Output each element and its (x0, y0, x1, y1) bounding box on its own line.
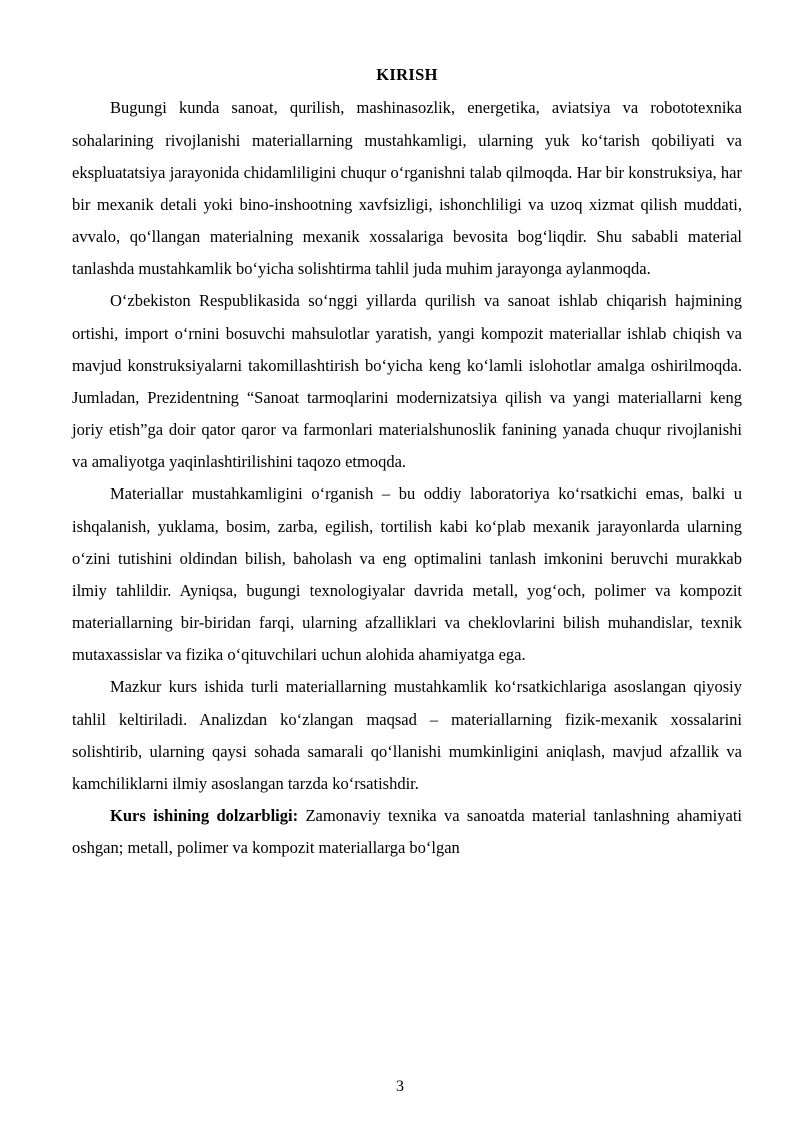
page-number: 3 (396, 1078, 404, 1095)
paragraph-1: Bugungi kunda sanoat, qurilish, mashinasozlik, energetika, aviatsiya va robototexnika sohalarining rivojlanishi materiallarning mustahkamligi, ularning yuk ko‘tarish qobiliyati va ekspluatatsiya jarayonida chidamliligini chuqur o‘rganishni talab qilmoqda. Har bir konstruksiya, har bir mexanik detali yoki bino-inshootning xavfsizligi, ishonchliligi va uzoq xizmat qilish muddati, avvalo, qo‘llangan materialning mexanik xossalariga bevosita bog‘liqdir. Shu sababli material tanlashda mustahkamlik bo‘yicha solishtirma tahlil juda muhim jarayonga aylanmoqda. (72, 98, 742, 279)
paragraph-2: O‘zbekiston Respublikasida so‘nggi yillarda qurilish va sanoat ishlab chiqarish hajmining ortishi, import o‘rnini bosuvchi mahsulotlar yaratish, yangi kompozit materiallar ishlab chiqish va mavjud konstruksiyalarni takomillashtirish bo‘yicha keng ko‘lamli islohotlar amalga oshirilmoqda. Jumladan, Prezidentning “Sanoat tarmoqlarini modernizatsiya qilish va yangi materiallarni keng joriy etish”ga doir qator qaror va farmonlari materialshunoslik fanining yanada chuqur rivojlanishi va amaliyotga yaqinlashtirilishini taqozo etmoqda. (72, 291, 742, 472)
paragraph-5 (72, 800, 742, 864)
paragraph-3: Materiallar mustahkamligini o‘rganish – bu oddiy laboratoriya ko‘rsatkichi emas, balki u ishqalanish, yuklama, bosim, zarba, egilish, tortilish kabi ko‘plab mexanik jarayonlarda ularning o‘zini tutishini oldindan bilish, baholash va eng optimalini tanlash imkonini beruvchi murakkab ilmiy tahlildir. Ayniqsa, bugungi texnologiyalar davrida metall, yog‘och, polimer va kompozit materiallarning bir-biridan farqi, ularning afzalliklari va cheklovlarini bilish muhandislar, texnik mutaxassislar va fizika o‘qituvchilari uchun alohida ahamiyatga ega. (72, 484, 742, 665)
paragraph-4: Mazkur kurs ishida turli materiallarning mustahkamlik ko‘rsatkichlariga asoslangan qiyosiy tahlil keltiriladi. Analizdan ko‘zlangan maqsad – materiallarning fizik-mexanik xossalarini solishtirib, ularning qaysi sohada samarali qo‘llanishi mumkinligini aniqlash, mavjud afzallik va kamchiliklarni ilmiy asoslangan tarzda ko‘rsatishdir. (72, 677, 742, 793)
page-title: KIRISH (376, 65, 438, 84)
paragraph-5-lead: Kurs ishining dolzarbligi: (110, 806, 299, 826)
paragraph-5-text: Zamonaviy texnika va sanoatda material tanlashning ahamiyati oshgan; metall, polimer va kompozit materiallarga bo‘lgan (72, 806, 742, 858)
